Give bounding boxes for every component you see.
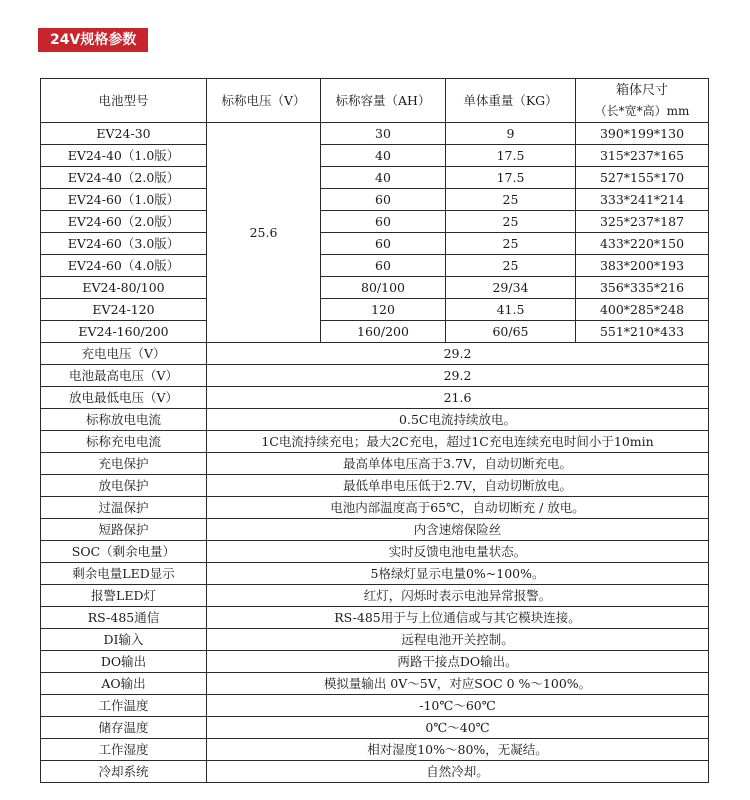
capacity-cell: 40 (321, 145, 446, 167)
param-row (41, 431, 709, 453)
model-row (41, 255, 709, 277)
param-value-cell: 相对湿度10%～80%，无凝结。 (207, 739, 709, 761)
header-dimensions (576, 79, 709, 123)
param-value-cell: 远程电池开关控制。 (207, 629, 709, 651)
model-row (41, 233, 709, 255)
model-row (41, 277, 709, 299)
capacity-cell: 120 (321, 299, 446, 321)
dimensions-cell: 383*200*193 (576, 255, 709, 277)
param-row (41, 343, 709, 365)
header-capacity: 标称容量（AH） (321, 79, 446, 123)
param-label-cell: DO输出 (41, 651, 207, 673)
capacity-cell: 60 (321, 211, 446, 233)
param-label-cell: 储存温度 (41, 717, 207, 739)
param-label-cell: 放电最低电压（V） (41, 387, 207, 409)
param-row (41, 497, 709, 519)
param-value-cell: 0.5C电流持续放电。 (207, 409, 709, 431)
header-dimensions-unit: （长*宽*高）mm (594, 103, 690, 118)
dimensions-cell: 325*237*187 (576, 211, 709, 233)
param-row (41, 761, 709, 783)
param-value-cell: 自然冷却。 (207, 761, 709, 783)
param-value-cell: 29.2 (207, 343, 709, 365)
weight-cell: 25 (446, 233, 576, 255)
param-row (41, 409, 709, 431)
header-dimensions-title: 箱体尺寸 (615, 82, 668, 98)
param-row (41, 387, 709, 409)
capacity-cell: 40 (321, 167, 446, 189)
param-row (41, 585, 709, 607)
param-label-cell: 剩余电量LED显示 (41, 563, 207, 585)
param-label-cell: 充电保护 (41, 453, 207, 475)
param-row (41, 519, 709, 541)
param-row (41, 673, 709, 695)
model-name-cell: EV24-60（1.0版） (41, 189, 207, 211)
dimensions-cell: 527*155*170 (576, 167, 709, 189)
capacity-cell: 60 (321, 233, 446, 255)
param-label-cell: 工作湿度 (41, 739, 207, 761)
param-row (41, 629, 709, 651)
model-row (41, 211, 709, 233)
param-value-cell: 最低单串电压低于2.7V，自动切断放电。 (207, 475, 709, 497)
model-row (41, 189, 709, 211)
param-value-cell: 最高单体电压高于3.7V，自动切断充电。 (207, 453, 709, 475)
model-row (41, 321, 709, 343)
param-value-cell: RS-485用于与上位通信或与其它模块连接。 (207, 607, 709, 629)
weight-cell: 25 (446, 255, 576, 277)
model-name-cell: EV24-60（4.0版） (41, 255, 207, 277)
model-name-cell: EV24-30 (41, 123, 207, 145)
param-value-cell: 红灯，闪烁时表示电池异常报警。 (207, 585, 709, 607)
section-title-badge: 24V规格参数 (38, 28, 148, 52)
param-value-cell: 0℃～40℃ (207, 717, 709, 739)
param-label-cell: 电池最高电压（V） (41, 365, 207, 387)
param-label-cell: 标称放电电流 (41, 409, 207, 431)
param-row (41, 607, 709, 629)
spec-table (40, 78, 709, 783)
capacity-cell: 80/100 (321, 277, 446, 299)
model-name-cell: EV24-80/100 (41, 277, 207, 299)
param-label-cell: SOC（剩余电量） (41, 541, 207, 563)
model-row (41, 167, 709, 189)
dimensions-cell: 390*199*130 (576, 123, 709, 145)
header-model: 电池型号 (41, 79, 207, 123)
weight-cell: 60/65 (446, 321, 576, 343)
param-value-cell: 21.6 (207, 387, 709, 409)
param-value-cell: 实时反馈电池电量状态。 (207, 541, 709, 563)
param-value-cell: 模拟量输出 0V～5V，对应SOC 0 %～100%。 (207, 673, 709, 695)
param-row (41, 453, 709, 475)
model-row (41, 123, 709, 145)
capacity-cell: 160/200 (321, 321, 446, 343)
header-voltage: 标称电压（V） (207, 79, 321, 123)
param-value-cell: -10℃～60℃ (207, 695, 709, 717)
weight-cell: 9 (446, 123, 576, 145)
param-label-cell: 标称充电电流 (41, 431, 207, 453)
model-name-cell: EV24-120 (41, 299, 207, 321)
weight-cell: 17.5 (446, 145, 576, 167)
model-name-cell: EV24-160/200 (41, 321, 207, 343)
capacity-cell: 60 (321, 255, 446, 277)
dimensions-cell: 400*285*248 (576, 299, 709, 321)
dimensions-cell: 333*241*214 (576, 189, 709, 211)
param-row (41, 695, 709, 717)
table-header-row (41, 79, 709, 123)
param-row (41, 651, 709, 673)
dimensions-cell: 356*335*216 (576, 277, 709, 299)
param-label-cell: 报警LED灯 (41, 585, 207, 607)
param-label-cell: DI输入 (41, 629, 207, 651)
weight-cell: 25 (446, 211, 576, 233)
param-row (41, 475, 709, 497)
nominal-voltage-cell: 25.6 (207, 123, 321, 343)
param-label-cell: 冷却系统 (41, 761, 207, 783)
dimensions-cell: 315*237*165 (576, 145, 709, 167)
param-label-cell: 充电电压（V） (41, 343, 207, 365)
weight-cell: 25 (446, 189, 576, 211)
param-label-cell: RS-485通信 (41, 607, 207, 629)
model-name-cell: EV24-60（3.0版） (41, 233, 207, 255)
param-value-cell: 5格绿灯显示电量0%~100%。 (207, 563, 709, 585)
param-value-cell: 两路干接点DO输出。 (207, 651, 709, 673)
param-value-cell: 电池内部温度高于65℃，自动切断充 / 放电。 (207, 497, 709, 519)
param-row (41, 717, 709, 739)
dimensions-cell: 551*210*433 (576, 321, 709, 343)
weight-cell: 29/34 (446, 277, 576, 299)
model-name-cell: EV24-40（2.0版） (41, 167, 207, 189)
model-row (41, 299, 709, 321)
model-name-cell: EV24-60（2.0版） (41, 211, 207, 233)
model-name-cell: EV24-40（1.0版） (41, 145, 207, 167)
param-row (41, 541, 709, 563)
weight-cell: 17.5 (446, 167, 576, 189)
model-row (41, 145, 709, 167)
param-value-cell: 29.2 (207, 365, 709, 387)
param-row (41, 365, 709, 387)
param-row (41, 739, 709, 761)
capacity-cell: 30 (321, 123, 446, 145)
param-label-cell: 过温保护 (41, 497, 207, 519)
param-label-cell: 工作温度 (41, 695, 207, 717)
header-weight: 单体重量（KG） (446, 79, 576, 123)
param-row (41, 563, 709, 585)
dimensions-cell: 433*220*150 (576, 233, 709, 255)
param-label-cell: AO输出 (41, 673, 207, 695)
param-value-cell: 内含速熔保险丝 (207, 519, 709, 541)
param-label-cell: 放电保护 (41, 475, 207, 497)
weight-cell: 41.5 (446, 299, 576, 321)
capacity-cell: 60 (321, 189, 446, 211)
param-value-cell: 1C电流持续充电；最大2C充电，超过1C充电连续充电时间小于10min (207, 431, 709, 453)
param-label-cell: 短路保护 (41, 519, 207, 541)
